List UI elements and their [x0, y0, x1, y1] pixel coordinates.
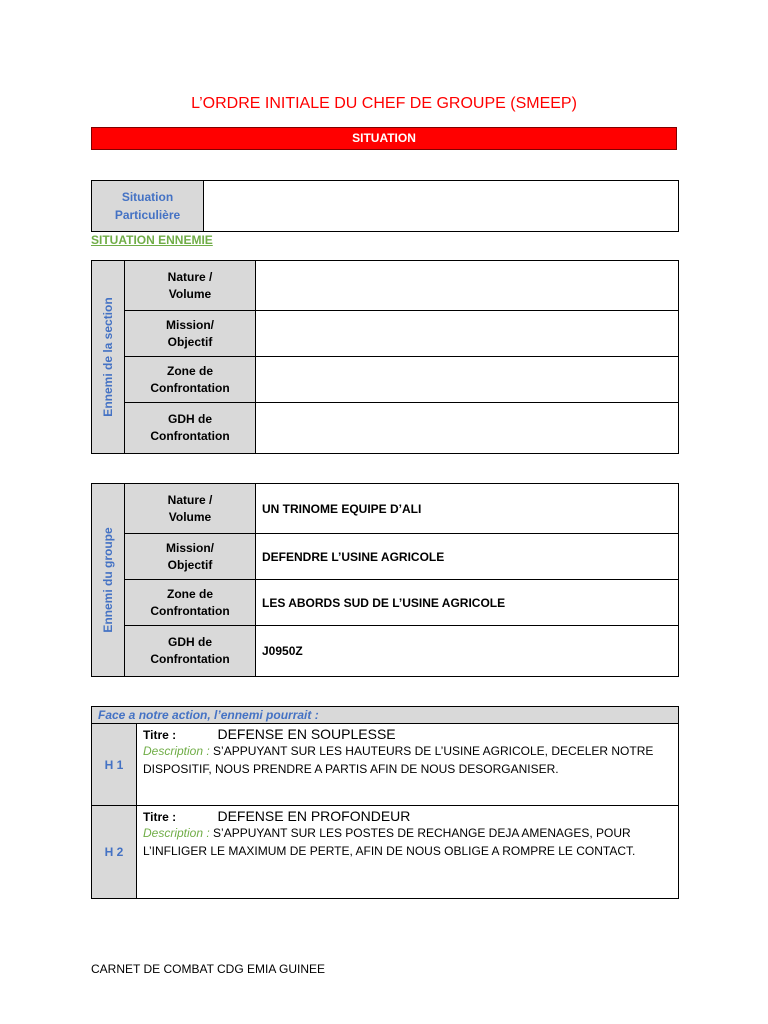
label-line-2: Confrontation — [150, 380, 230, 395]
situation-particuliere-label — [92, 181, 204, 232]
section-mission-value[interactable] — [256, 311, 679, 357]
hypothesis-title: DEFENSE EN PROFONDEUR — [217, 808, 411, 824]
groupe-gdh-value[interactable]: J0950Z — [256, 626, 679, 677]
description-text: S’APPUYANT SUR LES POSTES DE RECHANGE DEJA AMENAGES, POUR L’INFLIGER LE MAXIMUM DE PERTE, AFIN DE NOUS OBLIGE A ROMPRE LE CONTACT. — [143, 826, 636, 858]
hypothesis-description — [143, 742, 672, 778]
row-label — [125, 580, 256, 626]
ennemi-section-table — [91, 260, 679, 454]
section-side-label — [92, 261, 125, 454]
hypothesis-id: H 1 — [92, 724, 137, 806]
label-line-2: Volume — [168, 286, 212, 301]
label-line-1: GDH de — [167, 635, 212, 649]
row-label — [125, 534, 256, 580]
label-line-1: Zone de — [166, 363, 213, 378]
label-line-2: Confrontation — [150, 603, 230, 618]
titre-label: Titre : — [143, 810, 177, 824]
section-nature-value[interactable] — [256, 261, 679, 311]
description-label: Description : — [143, 826, 210, 840]
label-line-2: Confrontation — [150, 429, 230, 443]
description-label: Description : — [143, 744, 210, 758]
situation-particuliere-value[interactable] — [204, 181, 679, 232]
hypotheses-table — [91, 706, 679, 899]
situation-ennemie-heading: SITUATION ENNEMIE — [91, 233, 213, 247]
label-line-1: Nature / — [167, 492, 213, 507]
hypothesis-description — [143, 824, 672, 860]
row-label — [125, 311, 256, 357]
label-line-2: Objectif — [167, 334, 213, 349]
label-line-1: Situation — [121, 190, 174, 204]
label-line-1: Mission/ — [165, 540, 214, 555]
section-side-text: Ennemi de la section — [101, 297, 115, 417]
label-line-2: Confrontation — [150, 652, 230, 666]
label-line-1: Nature / — [167, 269, 213, 284]
label-line-1: Mission/ — [165, 317, 214, 332]
section-gdh-value[interactable] — [256, 403, 679, 454]
hypothesis-1-cell[interactable] — [137, 724, 679, 806]
page-title: L’ORDRE INITIALE DU CHEF DE GROUPE (SMEEP) — [191, 95, 577, 112]
row-label — [125, 261, 256, 311]
label-line-2: Objectif — [167, 557, 213, 572]
hypothesis-title: DEFENSE EN SOUPLESSE — [217, 726, 396, 742]
hypothesis-id: H 2 — [92, 806, 137, 899]
label-line-2: Particulière — [114, 208, 181, 222]
row-label — [125, 403, 256, 454]
row-label — [125, 626, 256, 677]
label-line-2: Volume — [168, 509, 212, 524]
situation-particuliere-table — [91, 180, 679, 232]
groupe-side-text: Ennemi du groupe — [101, 527, 115, 633]
hypothesis-2-cell[interactable] — [137, 806, 679, 899]
situation-banner: SITUATION — [91, 127, 677, 150]
label-line-1: Zone de — [166, 586, 213, 601]
footer-text: CARNET DE COMBAT CDG EMIA GUINEE — [91, 962, 326, 976]
groupe-side-label — [92, 484, 125, 677]
groupe-nature-value[interactable]: UN TRINOME EQUIPE D’ALI — [256, 484, 679, 534]
titre-label: Titre : — [143, 728, 177, 742]
row-label — [125, 357, 256, 403]
ennemi-groupe-table — [91, 483, 679, 677]
label-line-1: GDH de — [167, 412, 212, 426]
hypotheses-header: Face a notre action, l’ennemi pourrait : — [92, 707, 679, 724]
description-text: S’APPUYANT SUR LES HAUTEURS DE L’USINE AGRICOLE, DECELER NOTRE DISPOSITIF, NOUS PRENDRE A PARTIS AFIN DE NOUS DESORGANISER. — [143, 744, 654, 776]
groupe-zone-value[interactable]: LES ABORDS SUD DE L’USINE AGRICOLE — [256, 580, 679, 626]
section-zone-value[interactable] — [256, 357, 679, 403]
groupe-mission-value[interactable]: DEFENDRE L’USINE AGRICOLE — [256, 534, 679, 580]
row-label — [125, 484, 256, 534]
